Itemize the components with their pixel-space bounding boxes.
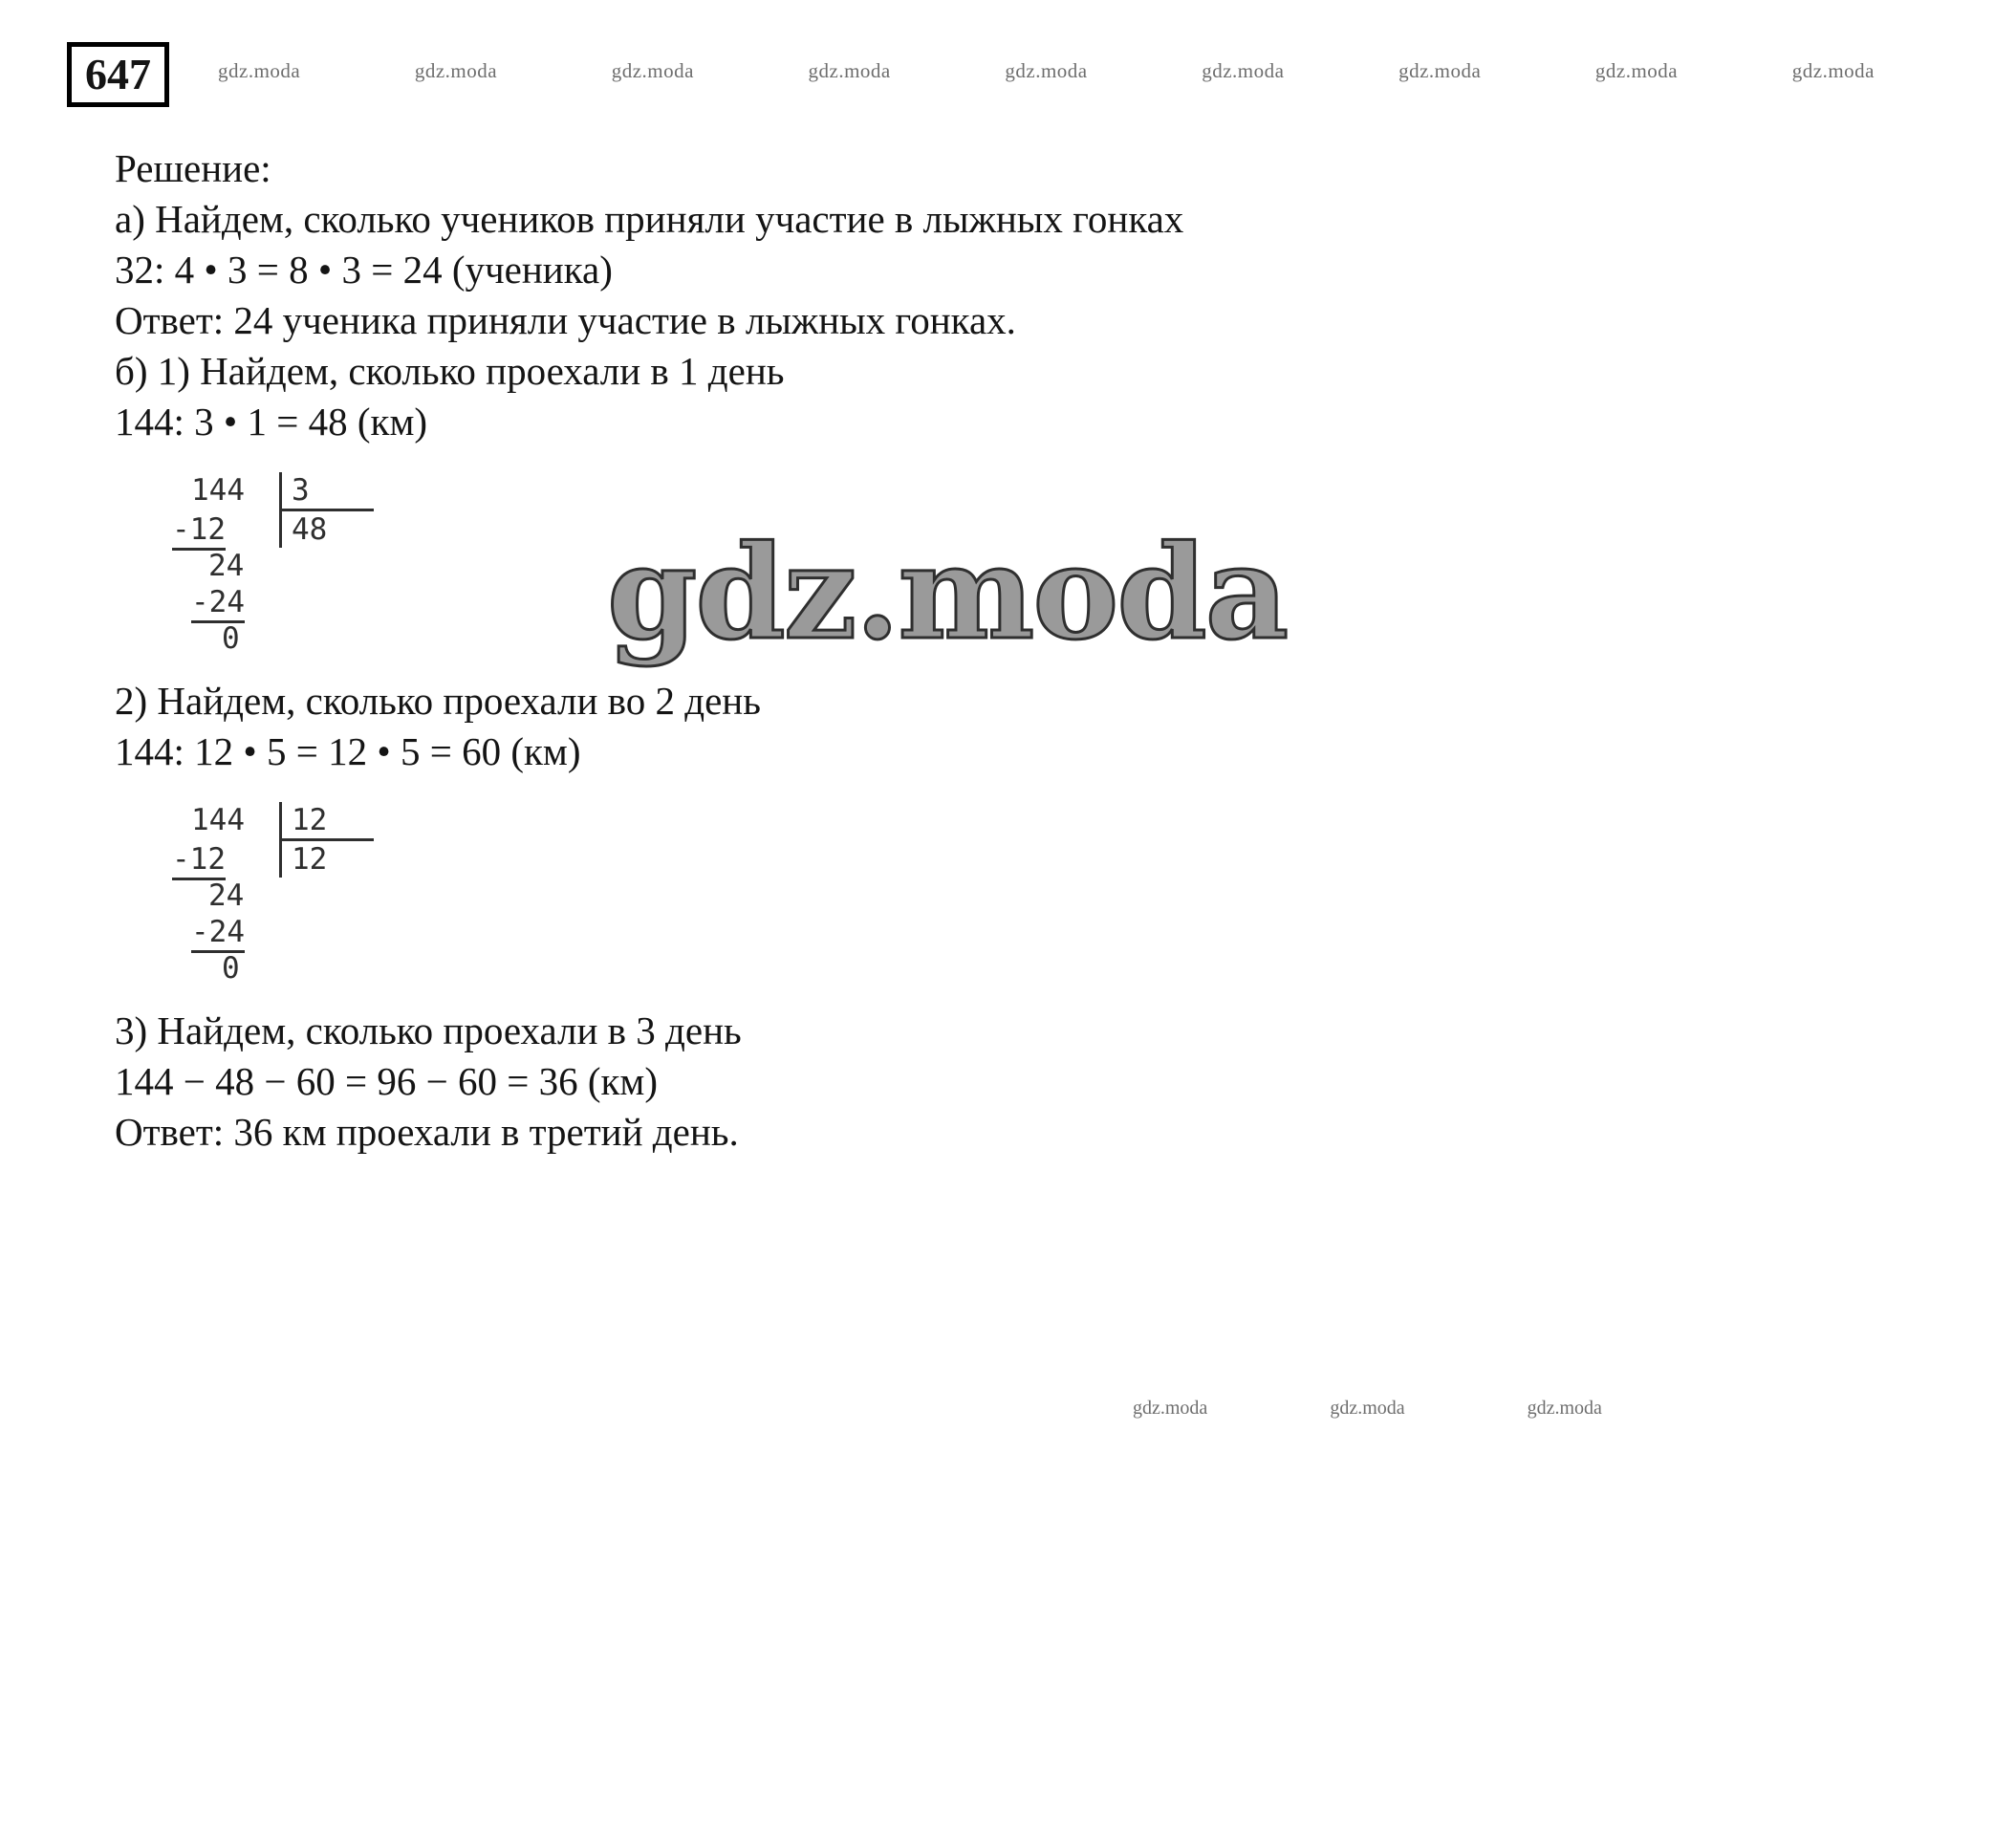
divisor: 3	[292, 473, 310, 508]
remainder-final: 0	[222, 951, 240, 986]
long-division-1	[153, 472, 1606, 668]
dividend-cell	[153, 472, 279, 511]
subtrahend-1: -12	[172, 842, 226, 880]
remainder-cell	[153, 878, 279, 914]
part-b-step1-expression: 144: 3 • 1 = 48 (км)	[115, 400, 428, 444]
part-a-statement: а) Найдем, сколько учеников приняли участие в лыжных гонках	[115, 197, 1184, 241]
long-division-2	[153, 802, 1606, 987]
division-row	[153, 620, 1606, 657]
watermark: gdz.moda	[611, 59, 694, 82]
subtrahend-1: -12	[172, 512, 226, 551]
part-b-answer: Ответ: 36 км проехали в третий день.	[115, 1110, 739, 1154]
divisor-cell	[279, 802, 374, 841]
subtrahend-2: -24	[191, 585, 245, 623]
dividend: 144	[191, 803, 245, 837]
quotient-cell	[279, 841, 374, 878]
part-b-step2-expression: 144: 12 • 5 = 12 • 5 = 60 (км)	[115, 729, 581, 773]
watermark: gdz.moda	[1133, 1398, 1208, 1419]
subtrahend-cell	[153, 511, 279, 548]
dividend: 144	[191, 473, 245, 508]
remainder-cell	[153, 620, 279, 657]
watermark: gdz.moda	[808, 59, 891, 82]
division-row	[153, 472, 1606, 511]
quotient-cell	[279, 511, 374, 548]
watermark: gdz.moda	[414, 59, 498, 82]
subtrahend-cell	[153, 914, 279, 950]
problem-number-box	[67, 42, 169, 107]
watermark: gdz.moda	[1005, 59, 1088, 82]
watermark-large: gdz.moda	[607, 516, 1288, 668]
remainder-cell	[153, 950, 279, 987]
quotient: 48	[292, 512, 328, 547]
solution-content	[115, 143, 1606, 1158]
part-a-answer: Ответ: 24 ученика приняли участие в лыжных гонках.	[115, 298, 1016, 342]
remainder-final: 0	[222, 621, 240, 656]
problem-number: 647	[85, 50, 151, 98]
quotient: 12	[292, 842, 328, 877]
division-row	[153, 548, 1606, 584]
subtrahend-cell	[153, 841, 279, 878]
part-b-step3-expression: 144 − 48 − 60 = 96 − 60 = 36 (км)	[115, 1059, 659, 1103]
watermark: gdz.moda	[1527, 1398, 1602, 1419]
division-row	[153, 841, 1606, 878]
division-row	[153, 511, 1606, 548]
watermark: gdz.moda	[1202, 59, 1285, 82]
watermark-row-bottom	[1133, 1398, 1602, 1420]
divisor-cell	[279, 472, 374, 511]
division-row	[153, 950, 1606, 987]
remainder-1: 24	[208, 878, 245, 913]
watermark: gdz.moda	[218, 59, 301, 82]
subtrahend-cell	[153, 584, 279, 620]
watermark: gdz.moda	[1791, 59, 1875, 82]
dividend-cell	[153, 802, 279, 841]
division-row	[153, 914, 1606, 950]
watermark: gdz.moda	[1330, 1398, 1405, 1419]
subtrahend-2: -24	[191, 915, 245, 953]
divisor: 12	[292, 803, 328, 837]
watermark: gdz.moda	[1398, 59, 1482, 82]
part-b-step1-statement: б) 1) Найдем, сколько проехали в 1 день	[115, 349, 785, 393]
remainder-1: 24	[208, 549, 245, 583]
remainder-cell	[153, 548, 279, 584]
part-a-expression: 32: 4 • 3 = 8 • 3 = 24 (ученика)	[115, 248, 613, 292]
division-row	[153, 802, 1606, 841]
solution-heading: Решение:	[115, 146, 271, 190]
division-row	[153, 584, 1606, 620]
watermark-row-top	[218, 59, 1875, 83]
part-b-step3-statement: 3) Найдем, сколько проехали в 3 день	[115, 1008, 742, 1052]
part-b-step2-statement: 2) Найдем, сколько проехали во 2 день	[115, 679, 761, 723]
watermark: gdz.moda	[1594, 59, 1679, 82]
division-row	[153, 878, 1606, 914]
